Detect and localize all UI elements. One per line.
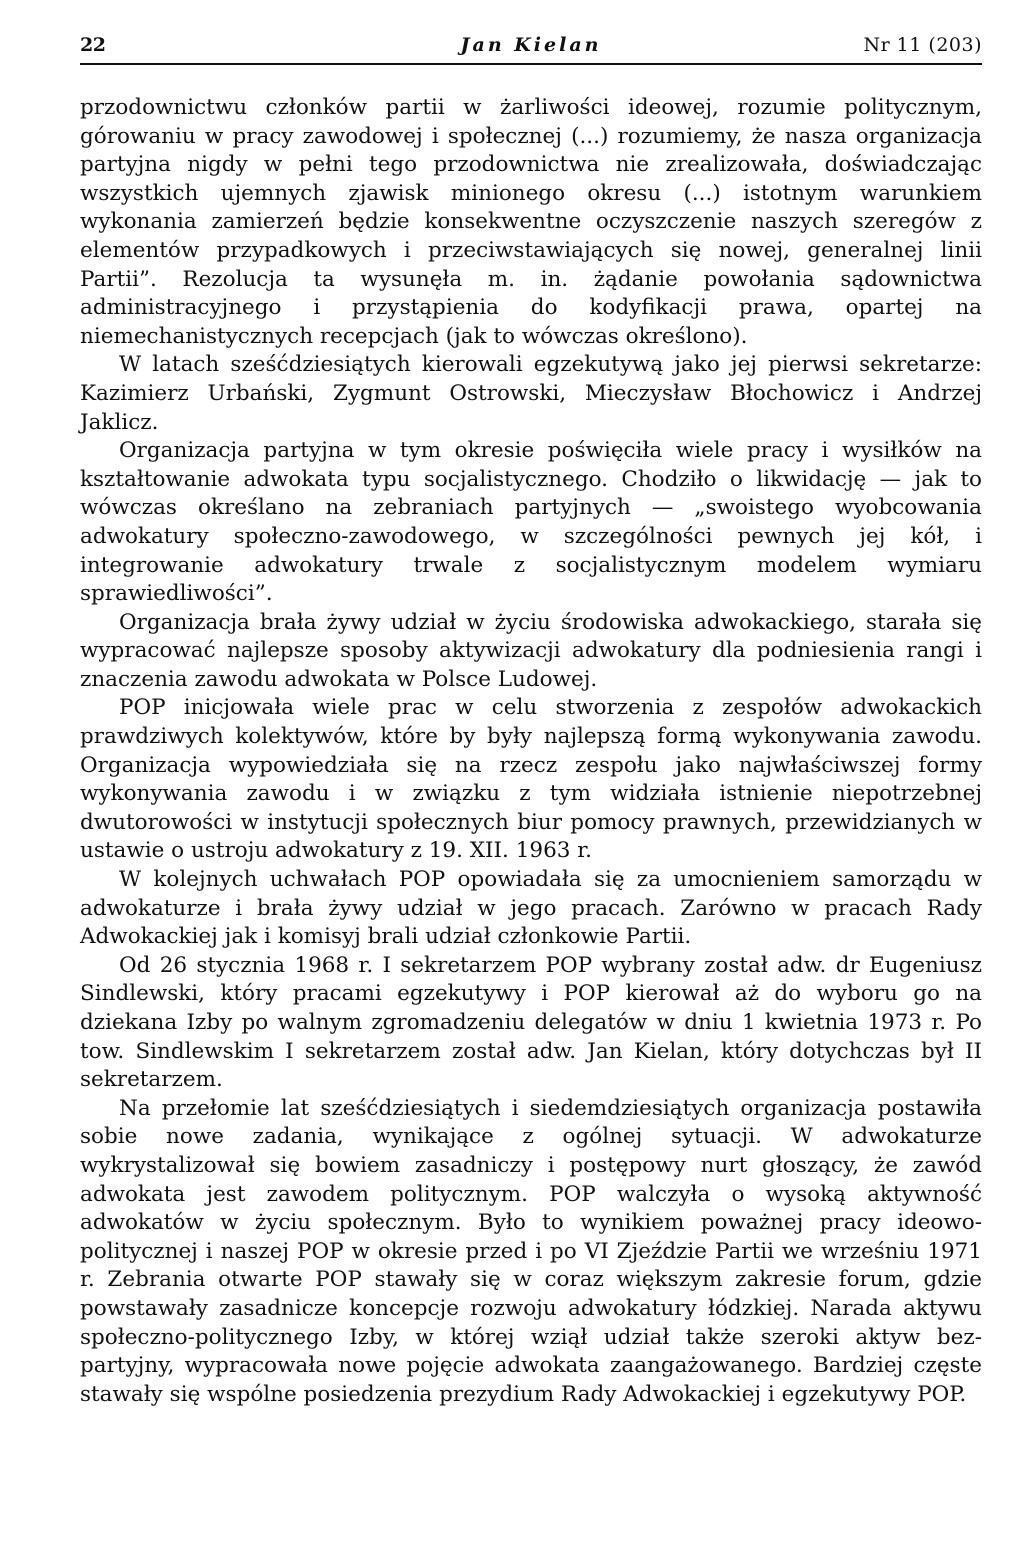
paragraph-7: Od 26 stycznia 1968 r. I sekretarzem POP wybrany został adw. dr Eugeniusz Sindlewski, który pracami egzekutywy i POP kierował aż do wyboru go na dziekana Izby po walnym zgromadzeniu delegatów w dniu 1 kwietnia 1973 r. Po tow. Sindlewskim I sekretarzem został adw. Jan Kielan, który dotychczas był II sekretarzem. <box>80 952 982 1093</box>
running-title: Jan Kielan <box>460 34 602 56</box>
paragraph-2: W latach sześćdziesiątych kierowali egzekutywą jako jej pierwsi sekretarze: Kazimierz Urbański, Zygmunt Ostrowski, Mieczysław Błochowicz i Andrzej Jaklicz. <box>80 352 982 435</box>
issue-number: Nr 11 (203) <box>863 34 982 56</box>
paragraph-1: przodownictwu członków partii w żarliwości ideowej, rozumie politycznym, górowaniu w pracy zawodowej i społecznej (...) rozumiemy, że nasza organizacja partyjna nigdy w pełni tego przodownictwa nie zrealizowała, doświadczając wszystkich ujemnych zjawisk minionego okresu (...) istotnym warunkiem wykonania zamierzeń będzie konsekwentne oczyszczenie naszych szeregów z elementów przypadkowych i przeciwstawiających się nowej, generalnej linii Partii”. Rezolucja ta wysunęła m. in. żądanie powołania sądownictwa administracyjnego i przystąpienia do kodyfikacji prawa, opartej na niemechanistycznych recepcjach (jak to wówczas określono). <box>80 95 982 349</box>
page-number: 22 <box>80 34 106 56</box>
paragraph-6: W kolejnych uchwałach POP opowiadała się za umocnieniem samorządu w adwokaturze i brała żywy udział w jego pracach. Zarówno w pracach Rady Adwokackiej jak i komisyj brali udział członkowie Partii. <box>80 867 982 950</box>
running-head <box>80 34 982 64</box>
header-rule <box>80 63 982 65</box>
paragraph-3: Organizacja partyjna w tym okresie poświęciła wiele pracy i wysiłków na kształtowanie adwokata typu socjalistycznego. Chodziło o likwidację — jak to wówczas określano na zebraniach partyjnych — „swoistego wyobcowania adwokatury społeczno-zawodowego, w szczególności pewnych jej kół, i integrowanie adwokatury trwale z socjalistycznym modelem wymiaru sprawiedliwości”. <box>80 438 982 607</box>
paragraph-5: POP inicjowała wiele prac w celu stworzenia z zespołów adwokackich prawdziwych kolektywów, które by były najlepszą formą wykonywania zawodu. Organizacja wypowiedziała się na rzecz zespołu jako najwłaściwszej formy wykonywania zawodu i w związku z tym widziała istnienie niepotrzebnej dwutorowości w instytucji społecznych biur pomocy prawnych, przewidzianych w ustawie o ustroju adwokatury z 19. XII. 1963 r. <box>80 695 982 864</box>
article-body <box>80 94 982 1409</box>
paragraph-4: Organizacja brała żywy udział w życiu środowiska adwokackiego, starała się wypracować najlepsze sposoby aktywizacji adwokatury dla podniesienia rangi i znaczenia zawodu adwokata w Polsce Ludowej. <box>80 609 982 692</box>
paragraph-8: Na przełomie lat sześćdziesiątych i siedemdziesiątych organizacja postawiła sobie nowe zadania, wynikające z ogólnej sytuacji. W adwokaturze wykrystalizował się bowiem zasadniczy i postępowy nurt głoszący, że zawód adwokata jest zawodem politycznym. POP walczyła o wysoką aktywność adwokatów w życiu społecznym. Było to wynikiem poważnej pracy ideowo-politycznej i naszej POP w okresie przed i po VI Zjeździe Partii we wrześniu 1971 r. Zebrania otwarte POP stawały się w coraz większym zakresie forum, gdzie powstawały zasadnicze koncepcje rozwoju adwokatury łódzkiej. Narada aktywu społeczno-politycznego Izby, w której wziął udział także szeroki aktyw bezpartyjny, wypracowała nowe pojęcie adwokata zaangażowanego. Bardziej częste stawały się wspólne posiedzenia prezydium Rady Adwokackiej i egzekutywy POP. <box>80 1095 982 1407</box>
